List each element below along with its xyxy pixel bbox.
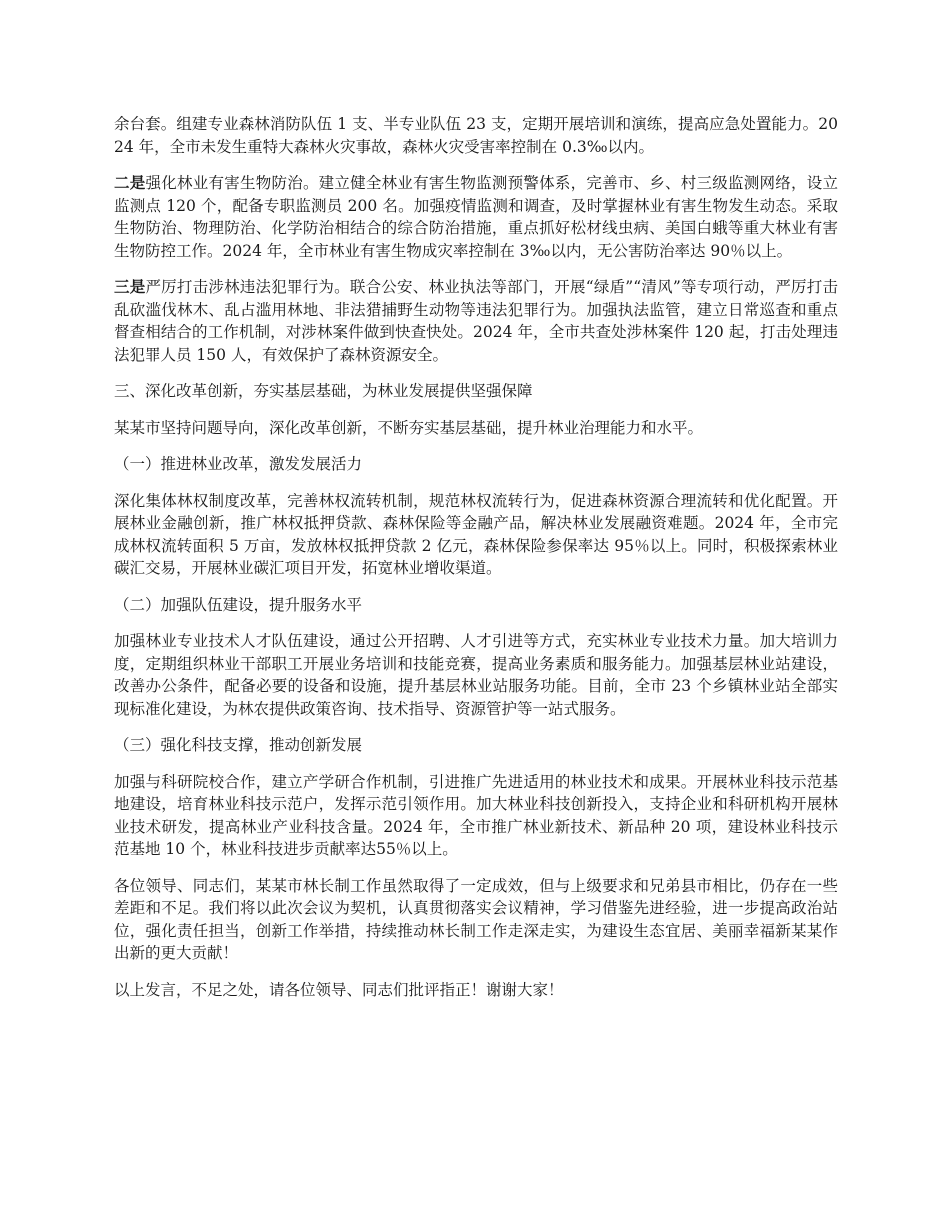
- heading-text: （一）推进林业改革，激发发展活力: [114, 455, 363, 473]
- paragraph-text: 深化集体林权制度改革，完善林权流转机制，规范林权流转行为，促进森林资源合理流转和优化配置。开展林业金融创新，推广林权抵押贷款、森林保险等金融产品，解决林业发展融资难题。2024 年，全市完成林权流转面积 5 万亩，发放林权抵押贷款 2 亿元，森林保险参保率达 95％以上。同时，积极探索林业碳汇交易，开展林业碳汇项目开发，拓宽林业增收渠道。: [114, 491, 838, 577]
- subheading-technology: [114, 734, 838, 757]
- paragraph-lead: 三是: [114, 277, 146, 296]
- paragraph-team: [114, 630, 838, 720]
- paragraph-text: 强化林业有害生物防治。建立健全林业有害生物监测预警体系，完善市、乡、村三级监测网络，设立监测点 120 个，配备专职监测员 200 名。加强疫情监测和调查，及时掌握林业有害生物发生动态。采取生物防治、物理防治、化学防治相结合的综合防治措施，重点抓好松材线虫病、美国白蛾等重大林业有害生物防控工作。2024 年，全市林业有害生物成灾率控制在 3‰以内，无公害防治率达 90％以上。: [114, 174, 838, 260]
- paragraph-closing: [114, 979, 838, 1002]
- paragraph-text: 加强与科研院校合作，建立产学研合作机制，引进推广先进适用的林业技术和成果。开展林业科技示范基地建设，培育林业科技示范户，发挥示范引领作用。加大林业科技创新投入，支持企业和科研机构开展林业技术研发，提高林业产业科技含量。2024 年，全市推广林业新技术、新品种 20 项，建设林业科技示范基地 10 个，林业科技进步贡献率达55％以上。: [114, 772, 838, 858]
- heading-text: 三、深化改革创新，夯实基层基础，为林业发展提供坚强保障: [114, 382, 533, 400]
- paragraph-text: 各位领导、同志们，某某市林长制工作虽然取得了一定成效，但与上级要求和兄弟县市相比，仍存在一些差距和不足。我们将以此次会议为契机，认真贯彻落实会议精神，学习借鉴先进经验，进一步提高政治站位，强化责任担当，创新工作举措，持续推动林长制工作走深走实，为建设生态宜居、美丽幸福新某某作出新的更大贡献！: [114, 876, 838, 962]
- paragraph-fire-prevention: [114, 113, 838, 158]
- paragraph-reform: [114, 490, 838, 580]
- paragraph-text: 某某市坚持问题导向，深化改革创新，不断夯实基层基础，提升林业治理能力和水平。: [114, 418, 704, 437]
- paragraph-conclusion: [114, 875, 838, 965]
- paragraph-technology: [114, 771, 838, 861]
- paragraph-text: 加强林业专业技术人才队伍建设，通过公开招聘、人才引进等方式，充实林业专业技术力量。加大培训力度，定期组织林业干部职工开展业务培训和技能竞赛，提高业务素质和服务能力。加强基层林业站建设，改善办公条件，配备必要的设备和设施，提升基层林业站服务功能。目前，全市 23 个乡镇林业站全部实现标准化建设，为林农提供政策咨询、技术指导、资源管护等一站式服务。: [114, 632, 838, 718]
- paragraph-text: 严厉打击涉林违法犯罪行为。联合公安、林业执法等部门，开展“绿盾”“清风”等专项行动，严厉打击乱砍滥伐林木、乱占滥用林地、非法猎捕野生动物等违法犯罪行为。加强执法监管，建立日常巡查和重点督查相结合的工作机制，对涉林案件做到快查快处。2024 年，全市共查处涉林案件 120 起，打击处理违法犯罪人员 150 人，有效保护了森林资源安全。: [114, 278, 838, 364]
- heading-text: （二）加强队伍建设，提升服务水平: [114, 595, 363, 614]
- paragraph-pest-control: [114, 172, 838, 262]
- paragraph-section-intro: [114, 417, 838, 440]
- section-heading-3: [114, 380, 838, 403]
- paragraph-lead: 二是: [114, 173, 146, 192]
- paragraph-law-enforcement: [114, 276, 838, 366]
- paragraph-text: 以上发言，不足之处，请各位领导、同志们批评指正！谢谢大家！: [114, 980, 564, 999]
- paragraph-text: 余台套。组建专业森林消防队伍 1 支、半专业队伍 23 支，定期开展培训和演练，提高应急处置能力。2024 年，全市未发生重特大森林火灾事故，森林火灾受害率控制在 0.3‰以内。: [114, 115, 838, 156]
- subheading-reform: [114, 453, 838, 476]
- subheading-team: [114, 594, 838, 617]
- heading-text: （三）强化科技支撑，推动创新发展: [114, 736, 363, 754]
- document-body: [114, 113, 838, 1015]
